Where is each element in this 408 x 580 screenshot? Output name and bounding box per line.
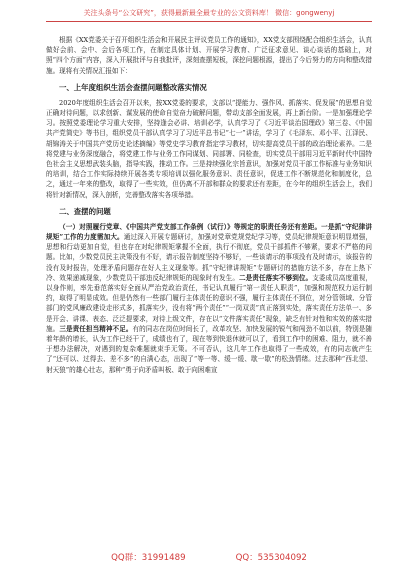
footer-qq: QQ：535304092 — [235, 553, 307, 563]
section-2-point-1-text: 通过深入开展专题研讨，加强对党章党规党纪学习等，党员纪律规矩意识明显增强，思想和行动更加自觉，但也存在对纪律规矩掌握不全面，执行不彻底，党员干部抓件不够紧，要求不严格的问题。比如，少数党员民主决策没有不好，请示报告制度坚持不够好，一些该请示的事项没有及时请示，该报告的没有及时报告，处理矛盾问题存在好人主义现象等。抓“守纪律讲规矩”专题研讨的措施方法不多，存在上热下冷、效果递减现象，少数党员干部违反纪律规矩的现象时有发生。 — [46, 233, 372, 282]
section-2-point-1-lead: （一）对照履行党章、《中国共产党支部工作条例（试行）》等规定的职责任务还有差距。一是抓“守纪律讲规矩”工作的力度需加大。 — [46, 222, 372, 242]
section-2-point-2-text: 支委成员高度重视，以身作则，率先垂范落实好全面从严治党政治责任，书记认真履行“第一责任人职责”，加强和规范权力运行制约，取得了明显成效。但是仍然有一些部门履行主体责任的意识不强，履行主体责任不到位，对分管领域、分管部门的党风廉政建设走形式多，抓落实少，没有将“两个责任”“一岗双责”真正落到实处，落实责任方法单一、多是开会、讲课、表态、泛泛提要求，对待上级文件，存在以“文件落实责任”现象，缺乏有针对性和实效的落实措施。 — [46, 273, 372, 333]
footer-qq-group: QQ群：31991489 — [111, 553, 186, 563]
section-1-heading: 一、上年度组织生活会查摆问题整改落实情况 — [59, 82, 207, 92]
section-2-heading: 二、查摆的问题 — [59, 206, 111, 216]
footer-contact — [46, 552, 372, 564]
section-1-paragraph: 2020年度组织生活会召开以来，按XX党委的要求，支部以“提能力、强作风、抓落实、促发展”的思想自觉正确对待问题，以求创新、谋发展的使命自觉奋力破解问题，带动支部全面发展，再上新台阶。一是加强理论学习。按照党委理论学习重大安排，坚持逢会必讲、培训必学，认真学习了《习近平谈治国理政》第三卷、《中国共产党简史》等书目，组织党员干部认真学习了习近平总书记“七一”讲话，学习了《毛泽东、邓小平、江泽民、胡锦涛关于中国共产党历史论述摘编》等党史学习教育指定学习教材，切实提高党员干部的政治理论素养。二是将党建与业务深度融合，将党建工作与业务工作同谋划、同部署、同检查，切实党员干部用习近平新时代中国特色社会主义思想武装头脑，指导实践，推动工作。三是持续强化宗旨意识，加强对党员干部工作标准与业务知识的培训，结合工作实际持续开展各类专项培训以强化服务意识、责任意识，促进工作不断规范化和制度化，总之，通过一年来的整改，取得了一些实效，但仍离不开部和群众的要求还有差距，在今年的组织生活会上，我们将针对新情况，深入剖析，完善整改落实各项举措。 — [46, 98, 372, 199]
section-2-paragraph-1 — [46, 222, 372, 375]
section-2-point-2-lead: 二是责任落实不够到位。 — [238, 273, 313, 282]
section-2-point-3-text: 有的同志在岗位时间长了，改革攻坚、加快发展的锐气和闯劲不如以前，特别是随着年龄的增长，认为工作已经干了，成绩也有了，现在等到快退休就可以了，看到工作中的困难、阻力，就不善于想办法解决，对遇到的复杂难题就束手无策。不可否认，这几年工作也取得了一些成效，有的同志就产生了“还可以、过得去、差不多”的自满心态，出现了“等一等、缓一缓、歇一歇”的松劲情绪。过去那种“西北望、射天狼”的雄心壮志，那种“勇于向矛盾叫板、敢于向困难宣 — [46, 324, 372, 374]
intro-paragraph: 根据《XX党委关于召开组织生活会和开展民主评议党员工作的通知》，XX党支部围绕配合组织生活会，认真做好会前、会中、会后各项工作，在制定具体计划、开展学习教育、广泛征求意见、谈心谈话的基础上，对照“四个方面”内容，深入开展批评与自我批评，深刻查摆短板，深挖问题根源，提出了今后努力的方向和整改措施。现将有关情况汇报如下： — [46, 36, 372, 75]
section-2-point-3-lead: 三是责任担当精神不足。 — [59, 324, 133, 333]
document-body — [46, 35, 372, 540]
header-divider — [46, 21, 372, 22]
header-banner: 关注头条号“公文研究”，获得最新最全最专业的公文资料库！ 微信：gongwenyj — [83, 9, 335, 17]
